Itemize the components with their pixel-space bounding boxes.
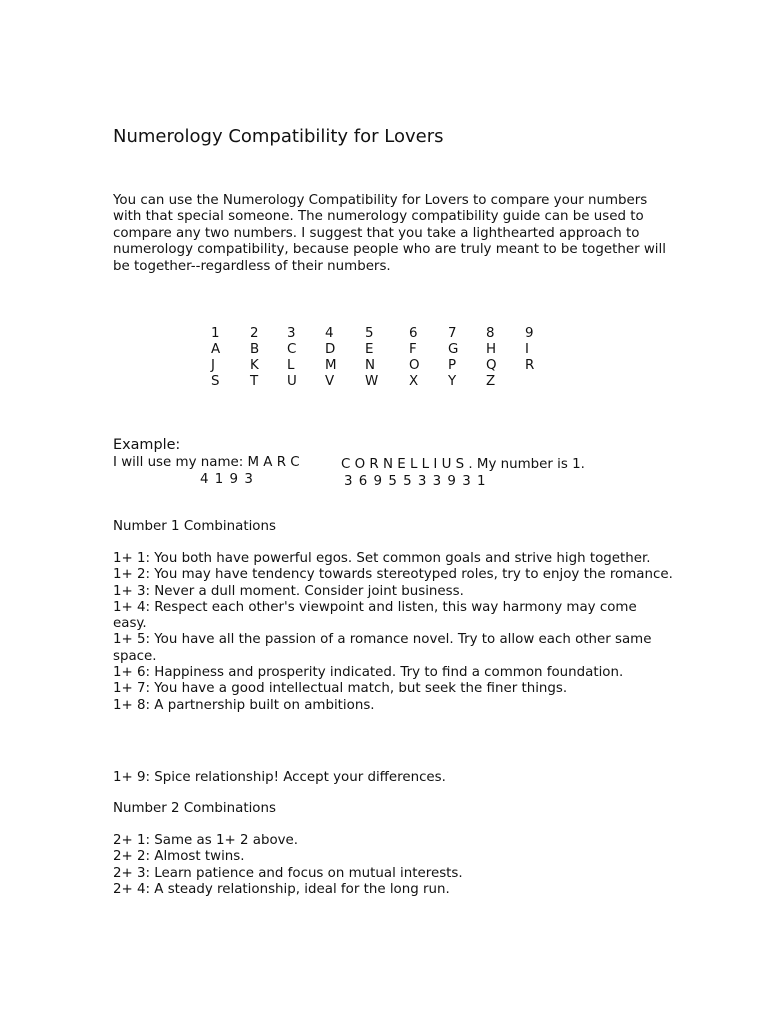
section-2-list <box>113 833 673 898</box>
chart-letter: D <box>325 342 336 357</box>
chart-letter: H <box>486 342 497 357</box>
example-name-last: C O R N E L L I U S . My number is 1. <box>341 457 585 472</box>
chart-column-7 <box>448 326 458 390</box>
list-item: 2+ 4: A steady relationship, ideal for the long run. <box>113 881 450 897</box>
chart-letter: P <box>448 358 457 373</box>
chart-letter: Q <box>486 358 497 373</box>
list-item: 1+ 6: Happiness and prosperity indicated. Try to find a common foundation. <box>113 665 624 681</box>
chart-letter: K <box>250 358 259 373</box>
list-item: 1+ 2: You may have tendency towards stereotyped roles, try to enjoy the romance. <box>113 567 673 583</box>
chart-number: 2 <box>250 326 259 341</box>
section-1-heading: Number 1 Combinations <box>113 519 276 534</box>
chart-letter: I <box>525 342 529 357</box>
chart-letter: F <box>409 342 417 357</box>
list-item: 1+ 1: You both have powerful egos. Set common goals and strive high together. <box>113 551 651 566</box>
chart-letter: A <box>211 342 221 357</box>
chart-column-4 <box>325 326 337 390</box>
chart-number: 6 <box>409 326 418 341</box>
chart-column-3 <box>287 326 297 390</box>
list-item: 2+ 1: Same as 1+ 2 above. <box>113 833 299 848</box>
chart-letter: M <box>325 358 337 373</box>
chart-letter: X <box>409 374 419 389</box>
chart-number: 4 <box>325 326 334 341</box>
page-title: Numerology Compatibility for Lovers <box>113 126 444 147</box>
chart-letter: G <box>448 342 459 357</box>
chart-letter: O <box>409 358 420 373</box>
chart-number: 5 <box>365 326 374 341</box>
chart-letter: W <box>365 374 379 389</box>
list-item: 1+ 8: A partnership built on ambitions. <box>113 697 375 713</box>
example-numbers-last: 3 6 9 5 5 3 3 9 3 1 <box>344 474 487 489</box>
section-1-list-extra <box>113 770 673 786</box>
chart-column-8 <box>486 326 497 390</box>
chart-column-5 <box>365 326 378 390</box>
chart-letter: R <box>525 358 535 373</box>
list-item: 1+ 5: You have all the passion of a romance novel. Try to allow each other same space. <box>113 632 652 664</box>
list-item: 1+ 9: Spice relationship! Accept your differences. <box>113 770 446 785</box>
chart-number: 1 <box>211 326 220 341</box>
chart-letter: V <box>325 374 335 389</box>
example-heading: Example: <box>113 437 181 453</box>
list-item: 2+ 3: Learn patience and focus on mutual interests. <box>113 865 463 881</box>
chart-letter: S <box>211 374 220 389</box>
chart-column-2 <box>250 326 259 390</box>
list-item: 1+ 4: Respect each other's viewpoint and listen, this way harmony may come easy. <box>113 599 637 632</box>
chart-letter: U <box>287 374 297 389</box>
list-item: 1+ 3: Never a dull moment. Consider joint business. <box>113 583 464 599</box>
chart-letter: J <box>211 358 215 373</box>
intro-paragraph: You can use the Numerology Compatibility for Lovers to compare your numbers with that special someone. The numerology compatibility guide can be used to compare any two numbers. I suggest that you take a lighthearted approach to numerology compatibility, because people who are truly meant to be together will be together--regardless of their numbers. <box>113 193 666 274</box>
chart-letter: Y <box>448 374 457 389</box>
chart-number: 8 <box>486 326 495 341</box>
chart-letter: B <box>250 342 260 357</box>
chart-column-1 <box>211 326 220 390</box>
chart-column-6 <box>409 326 420 390</box>
section-1-list <box>113 551 673 714</box>
example-numbers-first: 4 1 9 3 <box>200 472 254 487</box>
example-name-first: I will use my name: M A R C <box>113 455 300 470</box>
chart-letter: L <box>287 358 295 373</box>
list-item: 1+ 7: You have a good intellectual match, but seek the finer things. <box>113 681 568 697</box>
section-2-heading: Number 2 Combinations <box>113 801 276 816</box>
chart-letter: T <box>250 374 259 389</box>
chart-letter: N <box>365 358 376 373</box>
chart-letter: C <box>287 342 297 357</box>
chart-letter: Z <box>486 374 496 389</box>
chart-number: 9 <box>525 326 534 341</box>
chart-number: 3 <box>287 326 296 341</box>
list-item: 2+ 2: Almost twins. <box>113 849 245 865</box>
chart-column-9 <box>525 326 534 374</box>
chart-letter: E <box>365 342 374 357</box>
chart-number: 7 <box>448 326 457 341</box>
